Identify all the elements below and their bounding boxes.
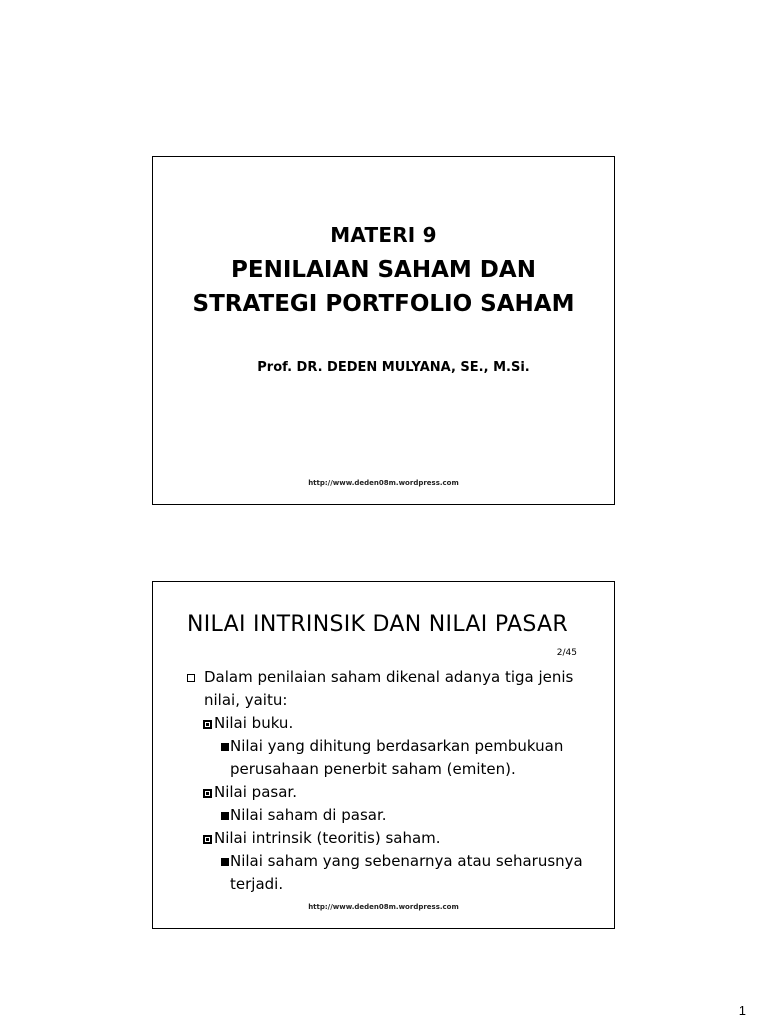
list-item: Nilai saham di pasar. bbox=[187, 804, 587, 827]
slide-1-title bbox=[153, 253, 614, 321]
list-item: Nilai intrinsik (teoritis) saham. bbox=[187, 827, 587, 850]
title-line-1: PENILAIAN SAHAM DAN bbox=[231, 257, 536, 283]
filled-square-bullet-icon bbox=[221, 743, 229, 751]
list-item: Nilai pasar. bbox=[187, 781, 587, 804]
list-item: Nilai yang dihitung berdasarkan pembukuan perusahaan penerbit saham (emiten). bbox=[187, 735, 587, 781]
filled-square-bullet-icon bbox=[221, 812, 229, 820]
boxed-square-bullet-icon bbox=[203, 720, 212, 729]
slide-page-indicator: 2/45 bbox=[556, 648, 577, 658]
slide-2 bbox=[152, 581, 615, 929]
footer-url: http://www.deden08m.wordpress.com bbox=[308, 903, 459, 911]
boxed-square-bullet-icon bbox=[203, 835, 212, 844]
list-item: Nilai buku. bbox=[187, 712, 587, 735]
author-name: Prof. DR. DEDEN MULYANA, SE., M.Si. bbox=[257, 360, 530, 375]
materi-label: MATERI 9 bbox=[330, 223, 437, 247]
list-item: Nilai saham yang sebenarnya atau seharusnya terjadi. bbox=[187, 850, 587, 896]
page-number: 1 bbox=[738, 1003, 746, 1018]
list-item: Dalam penilaian saham dikenal adanya tiga jenis nilai, yaitu: bbox=[187, 666, 587, 712]
slide-2-title: NILAI INTRINSIK DAN NILAI PASAR bbox=[187, 612, 568, 637]
open-square-bullet-icon bbox=[187, 674, 195, 682]
slide-1 bbox=[152, 156, 615, 505]
title-line-2: STRATEGI PORTFOLIO SAHAM bbox=[192, 291, 575, 317]
boxed-square-bullet-icon bbox=[203, 789, 212, 798]
slide-2-body bbox=[187, 666, 587, 896]
footer-url: http://www.deden08m.wordpress.com bbox=[308, 479, 459, 487]
filled-square-bullet-icon bbox=[221, 858, 229, 866]
